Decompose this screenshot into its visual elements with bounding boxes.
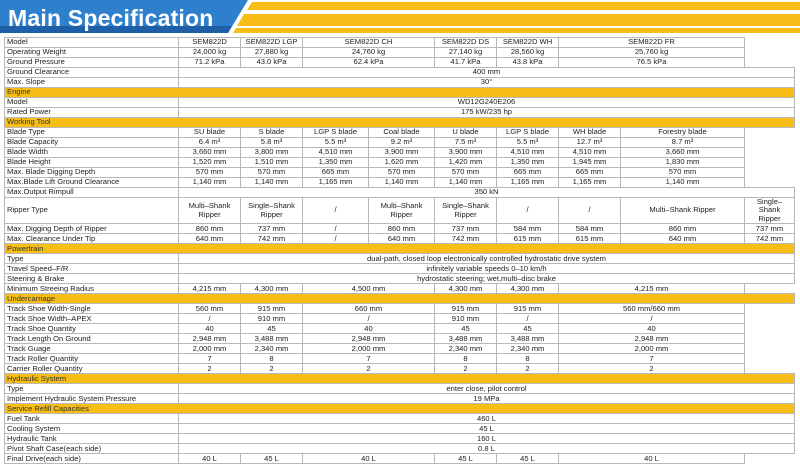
spec-value: 665 mm: [559, 168, 621, 178]
spec-value: 8.7 m³: [621, 138, 745, 148]
spec-label: Cooling System: [5, 424, 179, 434]
spec-value: 640 mm: [621, 234, 745, 244]
spec-value: 7: [303, 354, 435, 364]
spec-value: 742 mm: [745, 234, 795, 244]
spec-value: 915 mm: [497, 304, 559, 314]
spec-value: 1,945 mm: [559, 158, 621, 168]
spec-label: Track Shoe Quantity: [5, 324, 179, 334]
spec-value: U blade: [435, 128, 497, 138]
spec-value: 1,165 mm: [303, 178, 369, 188]
spec-row: [5, 264, 795, 274]
spec-row: [5, 48, 795, 58]
spec-row: [5, 198, 795, 224]
spec-value: 737 mm: [745, 224, 795, 234]
spec-value: 76.5 kPa: [559, 58, 745, 68]
page-title: Main Specification: [8, 5, 214, 31]
spec-value: 1,350 mm: [303, 158, 369, 168]
spec-label: Blade Capacity: [5, 138, 179, 148]
spec-value: 4,215 mm: [559, 284, 745, 294]
spec-value: 40: [179, 324, 241, 334]
spec-value: 3,660 mm: [621, 148, 745, 158]
spec-value: 27,880 kg: [241, 48, 303, 58]
spec-value: 40: [559, 324, 745, 334]
spec-value: 2: [497, 364, 559, 374]
spec-row: [5, 314, 795, 324]
spec-value: Single–Shank Ripper: [745, 198, 795, 224]
section-title: Service Refill Capacities: [5, 404, 795, 414]
section-header: [5, 118, 795, 128]
spec-row: [5, 168, 795, 178]
section-header: [5, 374, 795, 384]
spec-value: 1,510 mm: [241, 158, 303, 168]
spec-value: 7: [179, 354, 241, 364]
spec-value: 2,000 mm: [303, 344, 435, 354]
spec-value: 560 mm/660 mm: [559, 304, 745, 314]
spec-row: [5, 78, 795, 88]
spec-value: Coal blade: [369, 128, 435, 138]
spec-value: 915 mm: [241, 304, 303, 314]
spec-value: 7.5 m³: [435, 138, 497, 148]
spec-value: /: [497, 198, 559, 224]
spec-value: 584 mm: [497, 224, 559, 234]
spec-value: 3,900 mm: [435, 148, 497, 158]
spec-value: 4,300 mm: [435, 284, 497, 294]
spec-value: 8: [241, 354, 303, 364]
section-header: [5, 294, 795, 304]
spec-table-body: [5, 38, 795, 464]
spec-value: 742 mm: [241, 234, 303, 244]
spec-value: S blade: [241, 128, 303, 138]
spec-label: Ground Pressure: [5, 58, 179, 68]
spec-value: 2,948 mm: [559, 334, 745, 344]
spec-value: 665 mm: [303, 168, 369, 178]
spec-label: Type: [5, 254, 179, 264]
spec-label: Pivot Shaft Case(each side): [5, 444, 179, 454]
spec-value: 3,488 mm: [497, 334, 559, 344]
spec-label: Max.Blade Lift Ground Clearance: [5, 178, 179, 188]
spec-label: Ripper Type: [5, 198, 179, 224]
spec-label: Track Roller Quantity: [5, 354, 179, 364]
spec-row: [5, 324, 795, 334]
spec-value: 2: [179, 364, 241, 374]
spec-table: [4, 37, 795, 464]
spec-label: Max. Slope: [5, 78, 179, 88]
spec-row: [5, 234, 795, 244]
spec-value: 27,140 kg: [435, 48, 497, 58]
spec-value: 2: [559, 364, 745, 374]
spec-label: Max. Blade Digging Depth: [5, 168, 179, 178]
spec-value: SEM822D: [179, 38, 241, 48]
spec-value: 1,620 mm: [369, 158, 435, 168]
spec-value: 910 mm: [241, 314, 303, 324]
spec-value: 1,350 mm: [497, 158, 559, 168]
spec-row: [5, 454, 795, 464]
section-title: Working Tool: [5, 118, 795, 128]
section-header: [5, 88, 795, 98]
spec-value: 4,510 mm: [497, 148, 559, 158]
spec-value: 1,140 mm: [435, 178, 497, 188]
spec-value: 24,760 kg: [303, 48, 435, 58]
spec-value: 45 L: [435, 454, 497, 464]
section-title: Powertrain: [5, 244, 795, 254]
spec-label: Track Length On Ground: [5, 334, 179, 344]
spec-value: 1,140 mm: [621, 178, 745, 188]
spec-value: 570 mm: [369, 168, 435, 178]
spec-row: [5, 254, 795, 264]
spec-value: 4,500 mm: [303, 284, 435, 294]
spec-row: [5, 68, 795, 78]
spec-row: [5, 108, 795, 118]
spec-value: 3,488 mm: [435, 334, 497, 344]
spec-value: 640 mm: [369, 234, 435, 244]
spec-value: 660 mm: [303, 304, 435, 314]
spec-value: 41.7 kPa: [435, 58, 497, 68]
spec-value: 860 mm: [179, 224, 241, 234]
spec-row: [5, 38, 795, 48]
spec-value: Multi–Shank Ripper: [621, 198, 745, 224]
title-banner: [0, 0, 800, 35]
spec-value: enter close, pilot control: [179, 384, 795, 394]
spec-value: 615 mm: [497, 234, 559, 244]
spec-value: /: [559, 198, 621, 224]
spec-row: [5, 444, 795, 454]
spec-label: Steering & Brake: [5, 274, 179, 284]
spec-value: 570 mm: [621, 168, 745, 178]
spec-value: 4,215 mm: [179, 284, 241, 294]
spec-row: [5, 128, 795, 138]
spec-row: [5, 394, 795, 404]
section-header: [5, 244, 795, 254]
spec-value: /: [497, 314, 559, 324]
spec-label: Type: [5, 384, 179, 394]
spec-value: 43.0 kPa: [241, 58, 303, 68]
spec-value: 2: [241, 364, 303, 374]
section-title: Undercarriage: [5, 294, 795, 304]
spec-value: 40 L: [179, 454, 241, 464]
spec-value: 6.4 m³: [179, 138, 241, 148]
spec-row: [5, 434, 795, 444]
spec-label: Minimum Streeing Radius: [5, 284, 179, 294]
spec-value: 62.4 kPa: [303, 58, 435, 68]
spec-value: 1,830 mm: [621, 158, 745, 168]
spec-value: 2,948 mm: [179, 334, 241, 344]
spec-value: 3,488 mm: [241, 334, 303, 344]
spec-value: SEM822D WH: [497, 38, 559, 48]
spec-label: Max. Digging Depth of Ripper: [5, 224, 179, 234]
spec-value: 3,660 mm: [179, 148, 241, 158]
spec-value: /: [559, 314, 745, 324]
spec-value: 5.5 m³: [497, 138, 559, 148]
section-header: [5, 404, 795, 414]
spec-value: 8: [435, 354, 497, 364]
spec-value: 737 mm: [435, 224, 497, 234]
spec-value: 7: [559, 354, 745, 364]
spec-row: [5, 284, 795, 294]
spec-value: /: [303, 314, 435, 324]
spec-value: infinitely variable speeds 0–10 km/h: [179, 264, 795, 274]
spec-value: 584 mm: [559, 224, 621, 234]
spec-value: 45 L: [179, 424, 795, 434]
spec-label: Implement Hydraulic System Pressure: [5, 394, 179, 404]
spec-value: 860 mm: [369, 224, 435, 234]
spec-value: Single–Shank Ripper: [241, 198, 303, 224]
spec-value: 9.2 m³: [369, 138, 435, 148]
spec-row: [5, 274, 795, 284]
spec-value: 570 mm: [435, 168, 497, 178]
spec-label: Max. Clearance Under Tip: [5, 234, 179, 244]
spec-value: SEM822D FR: [559, 38, 745, 48]
spec-value: 19 MPa: [179, 394, 795, 404]
spec-value: 400 mm: [179, 68, 795, 78]
spec-value: 2,000 mm: [179, 344, 241, 354]
spec-value: 0.8 L: [179, 444, 795, 454]
spec-row: [5, 424, 795, 434]
section-title: Engine: [5, 88, 795, 98]
spec-value: dual-path, closed loop electronically controlled hydrostatic drive system: [179, 254, 795, 264]
spec-label: Blade Type: [5, 128, 179, 138]
spec-value: hydrostatic steering; wet,multi–disc brake: [179, 274, 795, 284]
spec-value: 1,140 mm: [369, 178, 435, 188]
spec-value: 570 mm: [179, 168, 241, 178]
spec-value: 40 L: [303, 454, 435, 464]
spec-value: 8: [497, 354, 559, 364]
spec-row: [5, 138, 795, 148]
spec-value: SU blade: [179, 128, 241, 138]
spec-value: SEM822D CH: [303, 38, 435, 48]
spec-value: 30°: [179, 78, 795, 88]
spec-value: 1,165 mm: [497, 178, 559, 188]
spec-value: SEM822D DS: [435, 38, 497, 48]
spec-row: [5, 334, 795, 344]
spec-value: Multi–Shank Ripper: [369, 198, 435, 224]
spec-value: 570 mm: [241, 168, 303, 178]
spec-label: Model: [5, 98, 179, 108]
spec-value: 615 mm: [559, 234, 621, 244]
spec-row: [5, 354, 795, 364]
spec-row: [5, 58, 795, 68]
spec-label: Ground Clearance: [5, 68, 179, 78]
spec-value: 1,165 mm: [559, 178, 621, 188]
spec-label: Carrier Roller Quantity: [5, 364, 179, 374]
spec-value: 40 L: [559, 454, 745, 464]
spec-value: 2,340 mm: [497, 344, 559, 354]
spec-value: 1,140 mm: [241, 178, 303, 188]
spec-value: 45 L: [241, 454, 303, 464]
spec-label: Rated Power: [5, 108, 179, 118]
spec-value: 915 mm: [435, 304, 497, 314]
spec-value: 460 L: [179, 414, 795, 424]
spec-value: 4,300 mm: [241, 284, 303, 294]
spec-value: 1,520 mm: [179, 158, 241, 168]
spec-label: Max.Output Rimpull: [5, 188, 179, 198]
spec-value: 45 L: [497, 454, 559, 464]
spec-value: 5.8 m³: [241, 138, 303, 148]
spec-value: 3,900 mm: [369, 148, 435, 158]
spec-value: 4,510 mm: [559, 148, 621, 158]
spec-value: 1,420 mm: [435, 158, 497, 168]
spec-value: 742 mm: [435, 234, 497, 244]
spec-label: Blade Width: [5, 148, 179, 158]
spec-row: [5, 344, 795, 354]
spec-label: Operating Weight: [5, 48, 179, 58]
spec-value: WD12G240E206: [179, 98, 795, 108]
spec-label: Final Drive(each side): [5, 454, 179, 464]
spec-label: Fuel Tank: [5, 414, 179, 424]
spec-label: Model: [5, 38, 179, 48]
spec-label: Track Shoe Width–APEX: [5, 314, 179, 324]
spec-label: Track Shoe Width-Single: [5, 304, 179, 314]
spec-value: 2,340 mm: [241, 344, 303, 354]
spec-value: 12.7 m³: [559, 138, 621, 148]
spec-row: [5, 224, 795, 234]
spec-value: 2,000 mm: [559, 344, 745, 354]
spec-row: [5, 364, 795, 374]
spec-value: LGP S blade: [497, 128, 559, 138]
spec-row: [5, 304, 795, 314]
spec-value: 5.5 m³: [303, 138, 369, 148]
spec-row: [5, 148, 795, 158]
spec-row: [5, 188, 795, 198]
spec-value: 350 kN: [179, 188, 795, 198]
spec-value: 40: [303, 324, 435, 334]
spec-value: 4,510 mm: [303, 148, 369, 158]
spec-value: SEM822D LGP: [241, 38, 303, 48]
spec-label: Hydraulic Tank: [5, 434, 179, 444]
spec-value: 860 mm: [621, 224, 745, 234]
spec-row: [5, 178, 795, 188]
spec-value: 45: [435, 324, 497, 334]
spec-value: 2: [435, 364, 497, 374]
spec-value: 45: [241, 324, 303, 334]
spec-value: 25,760 kg: [559, 48, 745, 58]
spec-value: /: [303, 224, 369, 234]
spec-value: 2,340 mm: [435, 344, 497, 354]
spec-row: [5, 414, 795, 424]
spec-value: 910 mm: [435, 314, 497, 324]
spec-value: LGP S blade: [303, 128, 369, 138]
spec-row: [5, 98, 795, 108]
spec-value: WH blade: [559, 128, 621, 138]
spec-label: Travel Speed–F/R: [5, 264, 179, 274]
spec-value: 2,948 mm: [303, 334, 435, 344]
spec-value: 3,800 mm: [241, 148, 303, 158]
spec-value: 2: [303, 364, 435, 374]
spec-value: 4,300 mm: [497, 284, 559, 294]
spec-value: /: [179, 314, 241, 324]
spec-value: 71.2 kPa: [179, 58, 241, 68]
spec-value: 43.8 kPa: [497, 58, 559, 68]
spec-value: 28,560 kg: [497, 48, 559, 58]
spec-value: 1,140 mm: [179, 178, 241, 188]
spec-row: [5, 384, 795, 394]
section-title: Hydraulic System: [5, 374, 795, 384]
spec-label: Blade Height: [5, 158, 179, 168]
spec-value: 560 mm: [179, 304, 241, 314]
spec-value: 640 mm: [179, 234, 241, 244]
spec-value: /: [303, 234, 369, 244]
spec-value: Multi–Shank Ripper: [179, 198, 241, 224]
spec-value: Single–Shank Ripper: [435, 198, 497, 224]
spec-value: 24,000 kg: [179, 48, 241, 58]
spec-value: Forestry blade: [621, 128, 745, 138]
spec-value: /: [303, 198, 369, 224]
spec-row: [5, 158, 795, 168]
spec-label: Track Guage: [5, 344, 179, 354]
spec-value: 175 kW/235 hp: [179, 108, 795, 118]
spec-value: 665 mm: [497, 168, 559, 178]
spec-value: 737 mm: [241, 224, 303, 234]
spec-value: 45: [497, 324, 559, 334]
spec-value: 160 L: [179, 434, 795, 444]
